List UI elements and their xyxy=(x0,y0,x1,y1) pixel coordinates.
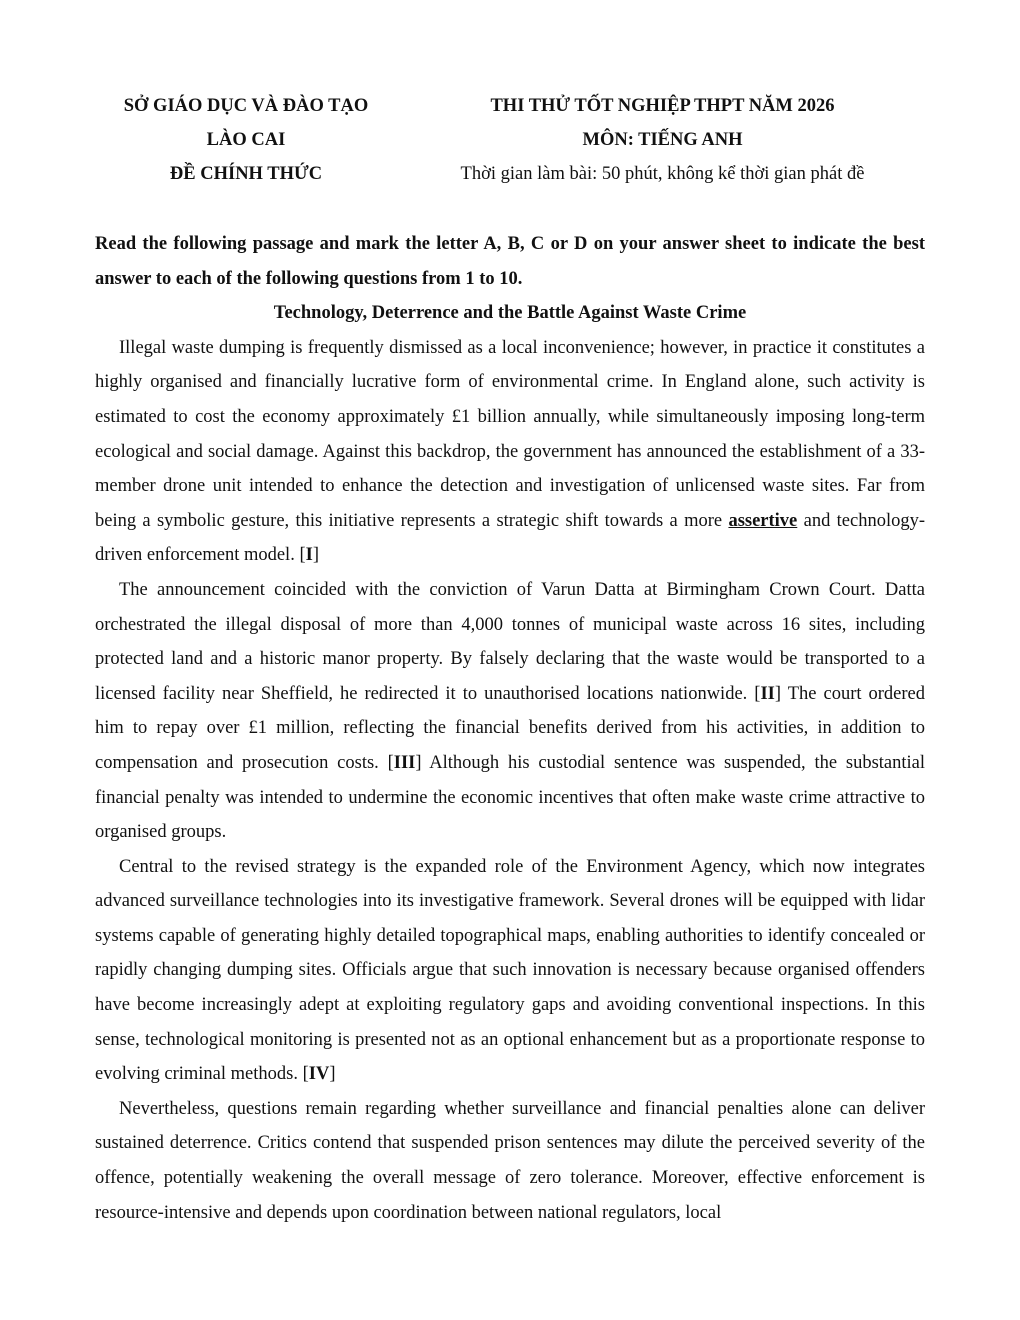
exam-title: THI THỬ TỐT NGHIỆP THPT NĂM 2026 xyxy=(490,96,835,116)
official-exam-label: ĐỀ CHÍNH THỨC xyxy=(169,164,323,184)
paragraph-3-text: Central to the revised strategy is the expanded role of the Environment Agency, which now integrates advanced surveillance technologies into its investigative framework. Several drones will be equipped with lidar systems capable of generating highly detailed topographical maps, enabling authorities to identify concealed or rapidly changing dumping sites. Officials argue that such innovation is necessary because organised offenders have become increasingly adept at exploiting regulatory gaps and avoiding conventional inspections. In this sense, technological monitoring is presented not as an optional enhancement but as a proportionate response to evolving criminal methods. [ xyxy=(95,856,925,1085)
paragraph-2-end: ] Although his custodial sentence was suspended, the substantial financial penalty was intended to undermine the economic incentives that often make waste crime attractive to organised groups. xyxy=(95,752,926,843)
paragraph-4: Nevertheless, questions remain regarding whether surveillance and financial penalties alone can deliver sustained deterrence. Critics contend that suspended prison sentences may dilute the perceived severity of the offence, potentially weakening the overall message of zero tolerance. Moreover, effective enforcement is resource-intensive and depends upon coordination between national regulators, local xyxy=(95,1098,925,1223)
exam-time: Thời gian làm bài: 50 phút, không kể thời gian phát đề xyxy=(460,164,865,184)
paragraph-1 xyxy=(95,331,925,573)
paragraph-2 xyxy=(95,573,925,850)
department-name: SỞ GIÁO DỤC VÀ ĐÀO TẠO xyxy=(123,96,369,116)
exam-body xyxy=(95,227,925,1230)
marker-ii: II xyxy=(760,683,775,704)
department-header xyxy=(96,89,396,191)
paragraph-1-text: Illegal waste dumping is frequently dismissed as a local inconvenience; however, in practice it constitutes a highly organised and financially lucrative form of environmental crime. In England alone, such activity is estimated to cost the economy approximately £1 billion annually, while simultaneously imposing long-term ecological and social damage. Against this backdrop, the government has announced the establishment of a 33-member drone unit intended to enhance the detection and investigation of unlicensed waste sites. Far from being a symbolic gesture, this initiative represents a strategic shift towards a more xyxy=(95,337,925,531)
paragraph-3-end: ] xyxy=(329,1064,336,1085)
marker-iv: IV xyxy=(308,1064,330,1085)
province-name: LÀO CAI xyxy=(206,130,286,150)
paragraph-2-middle: ] The court ordered him to repay over £1 million, reflecting the financial benefits derived from his activities, in addition to compensation and prosecution costs. [ xyxy=(95,683,925,773)
paragraph-1-tail: and technology-driven enforcement model. [ xyxy=(95,510,926,566)
marker-i: I xyxy=(305,545,313,566)
instructions: Read the following passage and mark the letter A, B, C or D on your answer sheet to indicate the best answer to each of the following questions from 1 to 10. xyxy=(95,234,925,289)
marker-iii: III xyxy=(393,752,416,773)
paragraph-1-end: ] xyxy=(312,545,319,566)
exam-subject: MÔN: TIẾNG ANH xyxy=(582,130,743,150)
paragraph-2-text: The announcement coincided with the conviction of Varun Datta at Birmingham Crown Court. Datta orchestrated the illegal disposal of more than 4,000 tonnes of municipal waste across 16 sites, including protected land and a historic manor property. By falsely declaring that the waste would be transported to a licensed facility near Sheffield, he redirected it to unauthorised locations nationwide. [ xyxy=(95,579,925,704)
passage-title: Technology, Deterrence and the Battle Against Waste Crime xyxy=(273,303,747,324)
exam-header xyxy=(420,89,905,191)
keyword-assertive: assertive xyxy=(728,510,798,531)
paragraph-3 xyxy=(95,850,925,1092)
